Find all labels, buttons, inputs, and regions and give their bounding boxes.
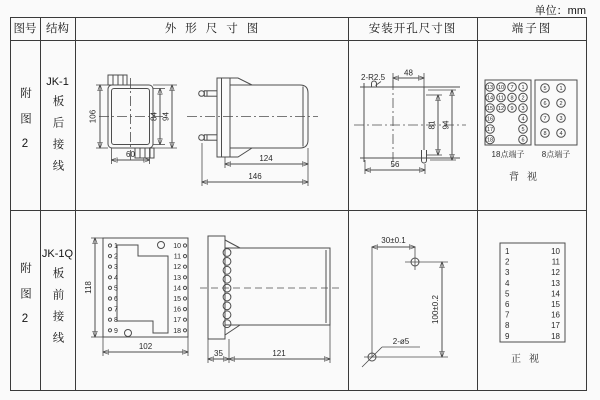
- svg-text:6: 6: [543, 100, 547, 107]
- svg-text:8: 8: [114, 317, 118, 325]
- header-structure: 结构: [46, 23, 69, 35]
- structure-cell-row1: [40, 40, 75, 210]
- fig-no-cell-row2: [10, 210, 40, 391]
- svg-text:5: 5: [543, 85, 547, 92]
- svg-text:18: 18: [173, 327, 181, 335]
- hole-diameter-label: 2-ø5: [392, 337, 410, 346]
- model-row2: JK-1Q: [41, 248, 74, 260]
- dim-inner-height: 81: [427, 120, 437, 130]
- svg-text:9: 9: [510, 105, 514, 112]
- svg-text:3: 3: [521, 105, 525, 112]
- svg-text:12: 12: [551, 268, 560, 278]
- svg-text:4: 4: [505, 278, 510, 288]
- outline-drawing-jk1q: [75, 210, 348, 391]
- svg-text:4: 4: [559, 130, 563, 137]
- svg-text:16: 16: [486, 116, 494, 123]
- svg-text:7: 7: [543, 115, 547, 122]
- svg-text:8: 8: [510, 95, 514, 102]
- svg-text:10: 10: [173, 243, 181, 250]
- svg-text:18: 18: [551, 331, 560, 341]
- front-view: [84, 238, 188, 356]
- header-terminal: 端子图: [511, 23, 553, 35]
- dim-hole-h-spacing: 30±0.1: [381, 236, 406, 245]
- unit-label: 单位：mm: [534, 5, 586, 17]
- svg-text:1: 1: [505, 247, 510, 256]
- svg-text:6: 6: [505, 300, 510, 309]
- svg-text:7: 7: [505, 310, 510, 320]
- wiring-row1: 板后接线: [51, 95, 64, 181]
- terminal-diagram-rear: [477, 40, 587, 210]
- terminal-block-18: [485, 80, 531, 159]
- svg-text:11: 11: [551, 257, 560, 267]
- svg-text:8: 8: [505, 321, 510, 331]
- structure-cell-row2: [40, 210, 75, 391]
- svg-text:11: 11: [498, 95, 504, 102]
- svg-text:5: 5: [505, 289, 510, 299]
- svg-text:14: 14: [486, 95, 494, 102]
- svg-text:2: 2: [559, 100, 563, 107]
- wiring-row2: 板前接线: [51, 267, 64, 353]
- svg-text:15: 15: [486, 105, 494, 112]
- svg-text:4: 4: [114, 274, 118, 282]
- fig-no-row1: 附图2: [19, 86, 31, 164]
- dim-bottom-width: 56: [390, 160, 400, 169]
- svg-text:15: 15: [173, 296, 181, 303]
- dim-side-body-len: 124: [259, 154, 273, 163]
- svg-text:14: 14: [173, 285, 181, 293]
- terminal-block-front: [500, 243, 565, 342]
- svg-text:17: 17: [486, 126, 494, 133]
- svg-text:5: 5: [114, 285, 118, 293]
- terminal-18-label: 18点端子: [491, 150, 525, 159]
- header-fig-no: 图号: [13, 23, 37, 35]
- dim-side-flange: 35: [214, 349, 223, 358]
- svg-text:17: 17: [551, 321, 560, 331]
- view-label-front: 正视: [511, 354, 547, 365]
- svg-text:4: 4: [521, 116, 525, 123]
- svg-text:3: 3: [505, 268, 510, 278]
- svg-text:18: 18: [486, 137, 494, 144]
- svg-text:14: 14: [551, 289, 560, 299]
- cutout-view: [354, 69, 466, 175]
- side-view: [200, 236, 343, 363]
- slot-radius-label: 2-R2.5: [361, 73, 386, 82]
- svg-text:2: 2: [114, 253, 118, 261]
- svg-text:13: 13: [551, 278, 560, 288]
- view-label-rear: 背视: [509, 172, 545, 183]
- svg-text:6: 6: [521, 137, 525, 144]
- svg-text:1: 1: [559, 85, 563, 92]
- svg-text:7: 7: [510, 84, 514, 91]
- svg-text:9: 9: [114, 327, 118, 335]
- model-row1: JK-1: [46, 76, 69, 88]
- fig-no-cell-row1: [10, 40, 40, 210]
- fig-no-row2: 附图2: [19, 262, 31, 339]
- side-view: [187, 78, 318, 186]
- svg-text:15: 15: [551, 300, 560, 309]
- mounting-drawing-jk1: [348, 40, 477, 210]
- svg-text:12: 12: [173, 264, 181, 272]
- svg-text:1: 1: [521, 84, 525, 91]
- dim-front-height: 106: [88, 109, 98, 124]
- svg-text:16: 16: [173, 306, 181, 314]
- dim-front-width: 102: [138, 342, 153, 351]
- svg-text:2: 2: [505, 257, 510, 267]
- dim-front-height: 118: [84, 281, 93, 294]
- svg-text:6: 6: [114, 296, 118, 303]
- svg-text:12: 12: [497, 105, 505, 112]
- svg-text:1: 1: [114, 243, 118, 250]
- svg-text:5: 5: [521, 126, 525, 133]
- dim-front-outer-height: 94: [161, 112, 171, 121]
- svg-text:10: 10: [551, 247, 560, 256]
- header-mounting: 安装开孔尺寸图: [368, 23, 457, 35]
- svg-text:3: 3: [114, 264, 118, 272]
- svg-text:13: 13: [173, 274, 181, 282]
- dim-front-width: 60: [126, 150, 135, 159]
- svg-text:10: 10: [497, 84, 505, 91]
- svg-text:17: 17: [173, 317, 181, 325]
- terminal-8-label: 8点端子: [541, 150, 571, 159]
- drill-view: [362, 236, 448, 367]
- terminal-diagram-front: [477, 210, 587, 391]
- svg-text:9: 9: [505, 331, 510, 341]
- mounting-drawing-jk1q: [348, 210, 477, 391]
- header-outline: 外形尺寸图: [164, 23, 268, 35]
- terminal-block-8: [535, 80, 577, 159]
- dim-front-inner-height: 84: [149, 112, 159, 121]
- dim-height: 94: [441, 120, 451, 130]
- svg-text:16: 16: [551, 310, 560, 320]
- svg-text:13: 13: [486, 84, 494, 91]
- svg-text:7: 7: [114, 306, 118, 314]
- svg-text:11: 11: [173, 253, 181, 261]
- outline-drawing-jk1: [75, 40, 348, 210]
- dim-side-total-len: 146: [248, 172, 262, 181]
- dim-side-body-len: 121: [272, 349, 286, 358]
- svg-text:2: 2: [521, 95, 525, 102]
- svg-text:8: 8: [543, 130, 547, 137]
- dim-top-width: 48: [404, 68, 413, 78]
- dim-hole-v-spacing: 100±0.2: [431, 295, 440, 324]
- front-view: [89, 75, 178, 164]
- svg-text:3: 3: [559, 115, 563, 122]
